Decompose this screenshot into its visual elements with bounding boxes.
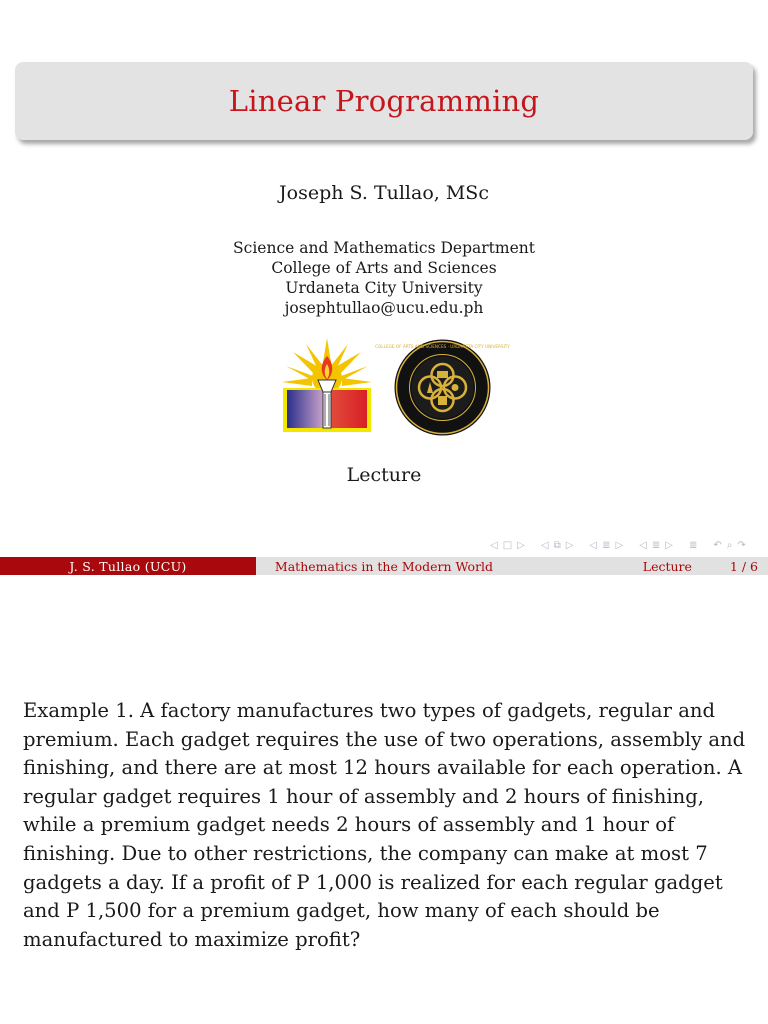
college-line: College of Arts and Sciences [271, 259, 497, 277]
nav-subsection-icon[interactable]: ⧉ [553, 539, 561, 551]
college-arts-sciences-seal-icon [375, 338, 510, 437]
nav-prev-doc-icon[interactable]: ◁ [639, 539, 647, 551]
nav-search-icon[interactable]: ⌕ [726, 539, 733, 551]
author-name: Joseph S. Tullao, MSc [279, 182, 489, 204]
footer-course: Mathematics in the Modern World [256, 557, 512, 575]
footer-page-number: 1 / 6 [729, 558, 758, 574]
nav-appendix-icon[interactable]: ≣ [689, 539, 698, 551]
seal-text: COLLEGE OF ARTS AND SCIENCES · URDANETA CITY UNIVERSITY [375, 344, 510, 349]
nav-next-frame-icon[interactable]: ▷ [517, 539, 525, 551]
slide-title: Linear Programming [228, 84, 540, 118]
nav-doc-icon[interactable]: ≣ [651, 539, 661, 551]
title-box [15, 62, 753, 140]
footer-right [512, 557, 768, 575]
university-line: Urdaneta City University [285, 279, 483, 297]
email-line: josephtullao@ucu.edu.ph [284, 299, 484, 317]
nav-prev-section-icon[interactable]: ◁ [589, 539, 598, 551]
footer-date: Lecture [642, 558, 692, 574]
nav-next-doc-icon[interactable]: ▷ [665, 539, 673, 551]
slide-footer [0, 557, 768, 575]
logos-row [0, 334, 768, 438]
nav-back-icon[interactable]: ↶ [713, 539, 722, 551]
beamer-navigation[interactable] [490, 538, 764, 552]
example-slide [0, 576, 768, 1024]
footer-author: J. S. Tullao (UCU) [0, 557, 256, 575]
nav-next-section-icon[interactable]: ▷ [615, 539, 624, 551]
nav-forward-icon[interactable]: ↷ [737, 539, 746, 551]
university-torch-sun-logo-icon [278, 334, 376, 436]
example-paragraph: Example 1. A factory manufactures two types of gadgets, regular and premium. Each gadget requires the use of two operations, assembly and finishing, and there are at most 12 hours available for each operation. A regular gadget requires 1 hour of assembly and 2 hours of finishing, while a premium gadget needs 2 hours of assembly and 1 hour of finishing. Due to other restrictions, the company can make at most 7 gadgets a day. If a profit of P 1,000 is realized for each regular gadget and P 1,500 for a premium gadget, how many of each should be manufactured to maximize profit? [23, 699, 746, 951]
nav-section-icon[interactable]: ≣ [602, 539, 611, 551]
nav-prev-subsection-icon[interactable]: ◁ [540, 539, 549, 551]
affiliation-block [0, 238, 768, 318]
nav-next-subsection-icon[interactable]: ▷ [565, 539, 574, 551]
slide-date: Lecture [346, 464, 422, 486]
department-line: Science and Mathematics Department [233, 239, 535, 257]
nav-frame-icon[interactable]: □ [502, 539, 513, 551]
nav-prev-frame-icon[interactable]: ◁ [490, 539, 498, 551]
